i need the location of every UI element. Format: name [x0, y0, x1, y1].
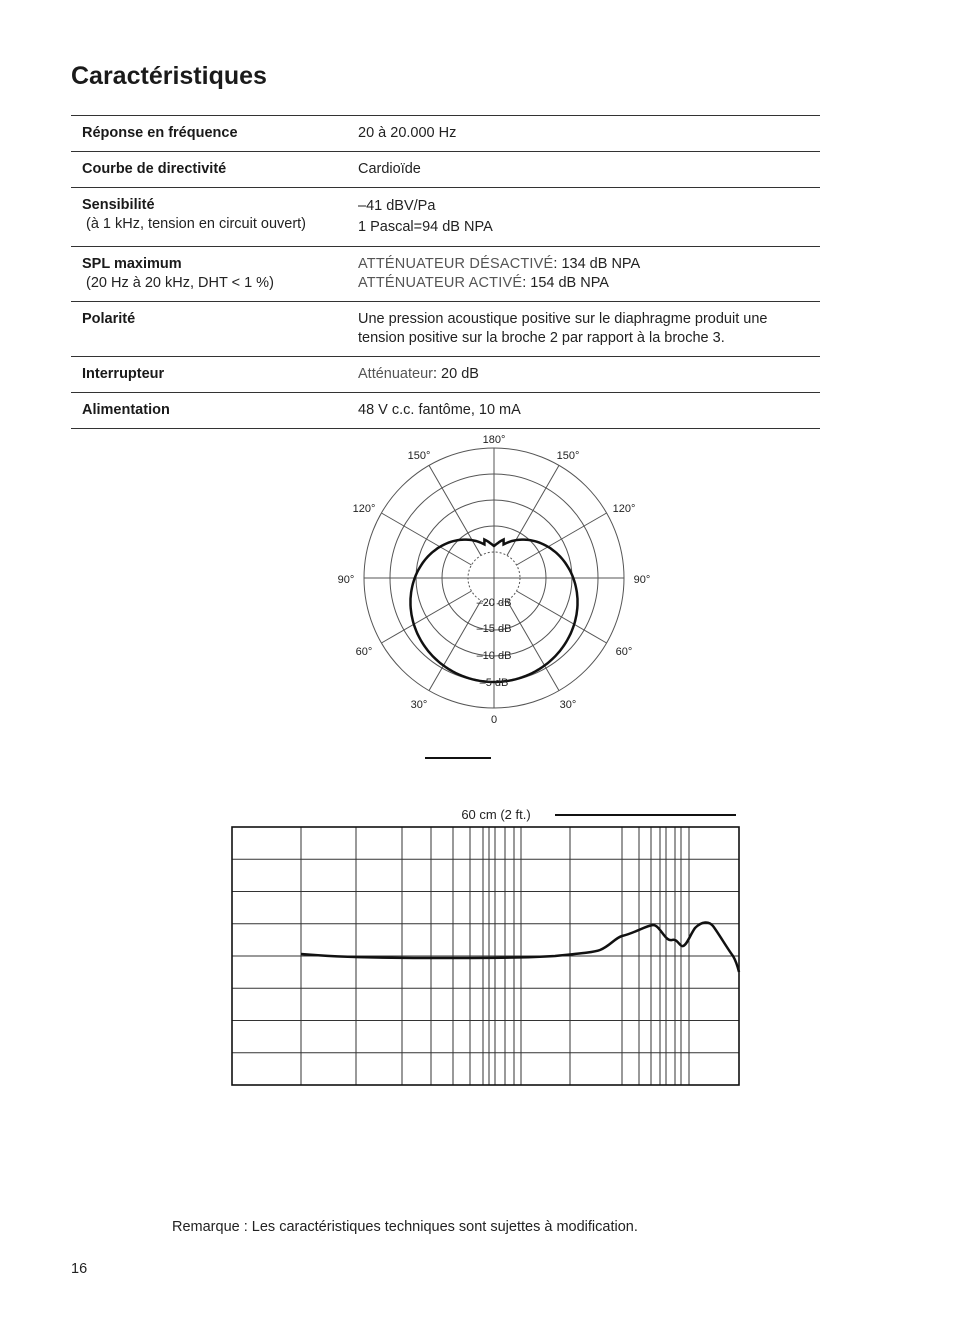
db-label: –15 dB	[476, 623, 512, 635]
frequency-response-graph	[225, 800, 745, 1090]
angle-label: 0	[490, 714, 498, 726]
spec-key: Polarité	[82, 311, 136, 327]
spec-value: : 134 dB NPA	[553, 256, 641, 272]
spec-label: ATTÉNUATEUR ACTIVÉ	[358, 275, 523, 291]
spec-key-note: (à 1 kHz, tension en circuit ouvert)	[86, 216, 307, 232]
angle-label: 60°	[355, 646, 373, 658]
polar-spoke	[517, 591, 607, 643]
angle-label: 30°	[559, 699, 577, 711]
angle-label: 30°	[410, 699, 428, 711]
spec-value: Cardioïde	[358, 161, 421, 177]
legend-label: 60 cm (2 ft.)	[461, 807, 531, 822]
angle-label: 150°	[407, 450, 431, 462]
spec-key-note: (20 Hz à 20 kHz, DHT < 1 %)	[86, 275, 274, 291]
angle-label: 120°	[352, 503, 376, 515]
angle-label: 60°	[615, 646, 633, 658]
spec-key: Sensibilité	[82, 197, 155, 213]
response-curve	[301, 922, 739, 972]
spec-value: tension positive sur la broche 2 par rapport à la broche 3.	[358, 330, 725, 346]
spec-value: 1 Pascal=94 dB NPA	[358, 219, 493, 235]
polar-spoke	[507, 601, 559, 691]
table-row	[71, 393, 820, 429]
page-title: Caractéristiques	[71, 62, 267, 90]
table-row	[71, 188, 820, 247]
spec-key: Réponse en fréquence	[82, 125, 238, 141]
spec-value: Une pression acoustique positive sur le diaphragme produit une	[358, 311, 768, 327]
footnote: Remarque : Les caractéristiques techniques sont sujettes à modification.	[172, 1219, 638, 1235]
spec-label: ATTÉNUATEUR DÉSACTIVÉ	[358, 256, 554, 272]
angle-label: 120°	[612, 503, 636, 515]
spec-value: 48 V c.c. fantôme, 10 mA	[358, 402, 521, 418]
db-label: –10 dB	[476, 650, 512, 662]
spec-value: : 154 dB NPA	[522, 275, 609, 291]
polar-spokes	[364, 448, 624, 708]
spec-key: SPL maximum	[82, 256, 182, 272]
spec-value: 20 à 20.000 Hz	[358, 125, 457, 141]
spec-key: Alimentation	[82, 402, 170, 418]
angle-label: 90°	[337, 574, 355, 586]
frequency-grid	[232, 827, 739, 1085]
specifications-table	[71, 115, 820, 429]
polar-spoke	[381, 591, 471, 643]
db-label: –5 dB	[479, 677, 509, 689]
angle-label: 180°	[482, 434, 506, 446]
table-row	[71, 152, 820, 188]
table-row	[71, 302, 820, 357]
spec-value: : 20 dB	[432, 366, 479, 382]
spec-label: Atténuateur	[358, 366, 433, 382]
polar-legend-line	[425, 757, 491, 759]
db-label: –20 dB	[476, 597, 512, 609]
polar-spoke	[429, 601, 481, 691]
spec-key: Courbe de directivité	[82, 161, 227, 177]
angle-label: 90°	[633, 574, 651, 586]
angle-label: 150°	[556, 450, 580, 462]
spec-key: Interrupteur	[82, 366, 165, 382]
page-number: 16	[71, 1261, 88, 1277]
table-row	[71, 116, 820, 152]
polar-grid	[364, 448, 624, 708]
polar-pattern-diagram	[320, 425, 660, 735]
spec-value: –41 dBV/Pa	[358, 198, 436, 214]
table-row	[71, 247, 820, 302]
table-row	[71, 357, 820, 393]
